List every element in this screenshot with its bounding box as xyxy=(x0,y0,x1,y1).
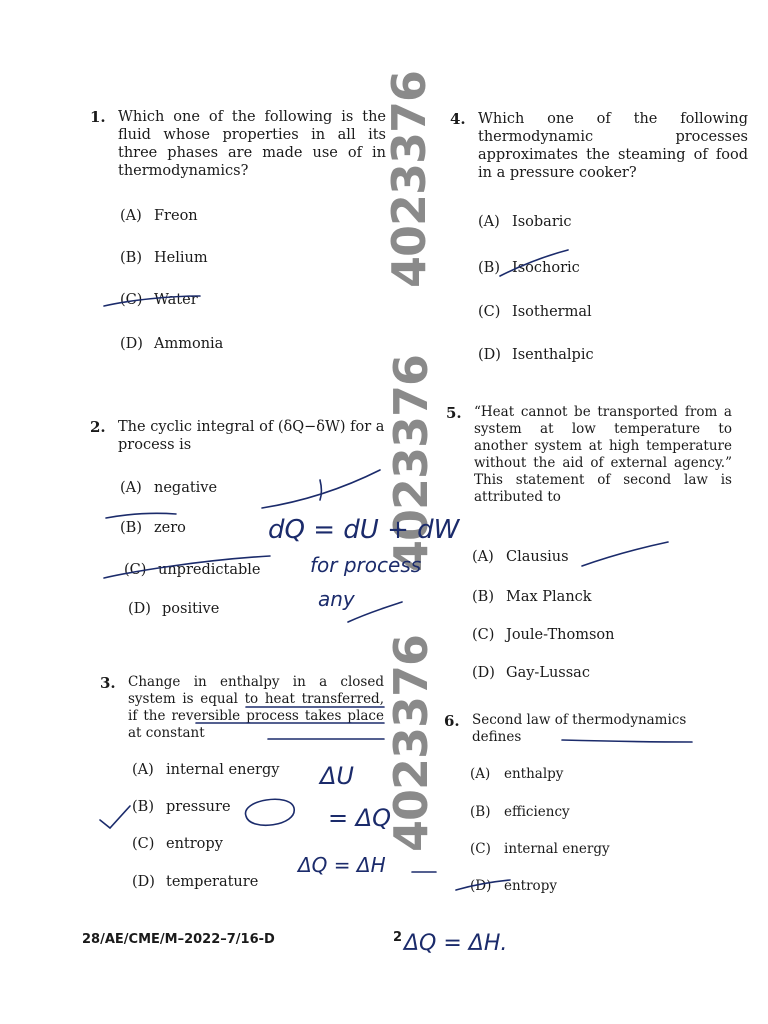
option-4d: (D) Isenthalpic xyxy=(478,347,594,363)
strike-mark xyxy=(104,296,200,306)
handwritten-note: ΔU xyxy=(320,762,354,790)
stamp-number: 4023376 xyxy=(382,70,436,288)
question-number: 4. xyxy=(450,110,466,128)
question-number: 5. xyxy=(446,404,462,422)
option-5a: (A) Clausius xyxy=(472,549,569,565)
tick-mark xyxy=(100,806,130,828)
question-text: Change in enthalpy in a closed system is equal to heat transferred, if the reversible process takes place at constant xyxy=(128,674,384,741)
option-1b: (B) Helium xyxy=(120,250,208,266)
question-number: 1. xyxy=(90,108,106,126)
handwritten-note: = ΔQ xyxy=(328,804,392,832)
option-5d: (D) Gay-Lussac xyxy=(472,665,590,681)
option-6a: (A) enthalpy xyxy=(470,766,564,782)
option-2b: (B) zero xyxy=(120,520,186,536)
option-2c: (C) unpredictable xyxy=(124,562,261,578)
option-1d: (D) Ammonia xyxy=(120,336,224,352)
option-2a: (A) negative xyxy=(120,480,218,496)
handwritten-note: dQ = dU + dW xyxy=(268,515,460,545)
question-text: “Heat cannot be transported from a system at low temperature to another system at high temperature without the aid of external agency.” This statement of second law is attributed to xyxy=(474,404,732,505)
stamp-number: 4023376 xyxy=(384,354,438,572)
question-text: Second law of thermodynamics defines xyxy=(472,712,687,745)
option-4c: (C) Isothermal xyxy=(478,304,592,320)
circle-mark xyxy=(246,799,295,825)
option-3b: (B) pressure xyxy=(132,799,231,815)
page-number: 2 xyxy=(393,930,403,945)
question-number: 2. xyxy=(90,418,106,436)
question-number: 3. xyxy=(100,674,116,692)
option-5c: (C) Joule-Thomson xyxy=(472,627,615,643)
tick-mark xyxy=(104,556,270,578)
question-text: Which one of the following thermodynamic processes approximates the steaming of food in a pressure cooker? xyxy=(478,111,748,181)
pen-line xyxy=(320,480,322,500)
question-number: 6. xyxy=(444,712,460,730)
handwritten-note: any xyxy=(318,587,355,611)
handwritten-note: ΔQ = ΔH xyxy=(298,853,386,877)
option-1a: (A) Freon xyxy=(120,208,198,224)
option-6d: (D) entropy xyxy=(470,878,557,894)
stamp-number: 4023376 xyxy=(384,634,438,852)
question-text: The cyclic integral of (δQ−δW) for a process is xyxy=(118,419,385,453)
handwritten-note: for process xyxy=(310,553,422,577)
option-6b: (B) efficiency xyxy=(470,804,570,820)
option-3a: (A) internal energy xyxy=(132,762,280,778)
option-1c: (C) Water xyxy=(120,292,198,308)
underline-mark xyxy=(562,740,692,742)
option-3c: (C) entropy xyxy=(132,836,223,852)
question-text: Which one of the following is the fluid whose properties in all its three phases are made use of in thermodynamics? xyxy=(118,109,386,179)
option-4b: (B) Isochoric xyxy=(478,260,580,276)
option-2d: (D) positive xyxy=(128,601,220,617)
strike-mark xyxy=(500,250,568,276)
strike-mark xyxy=(456,880,510,890)
option-3d: (D) temperature xyxy=(132,874,259,890)
footer-code: 28/AE/CME/M–2022–7/16-D xyxy=(82,932,275,947)
pen-line xyxy=(348,602,402,622)
option-6c: (C) internal energy xyxy=(470,841,610,857)
option-5b: (B) Max Planck xyxy=(472,589,592,605)
strike-mark xyxy=(106,513,176,518)
handwritten-note: ΔQ = ΔH. xyxy=(404,931,508,956)
option-4a: (A) Isobaric xyxy=(478,214,572,230)
tick-mark xyxy=(582,542,668,566)
